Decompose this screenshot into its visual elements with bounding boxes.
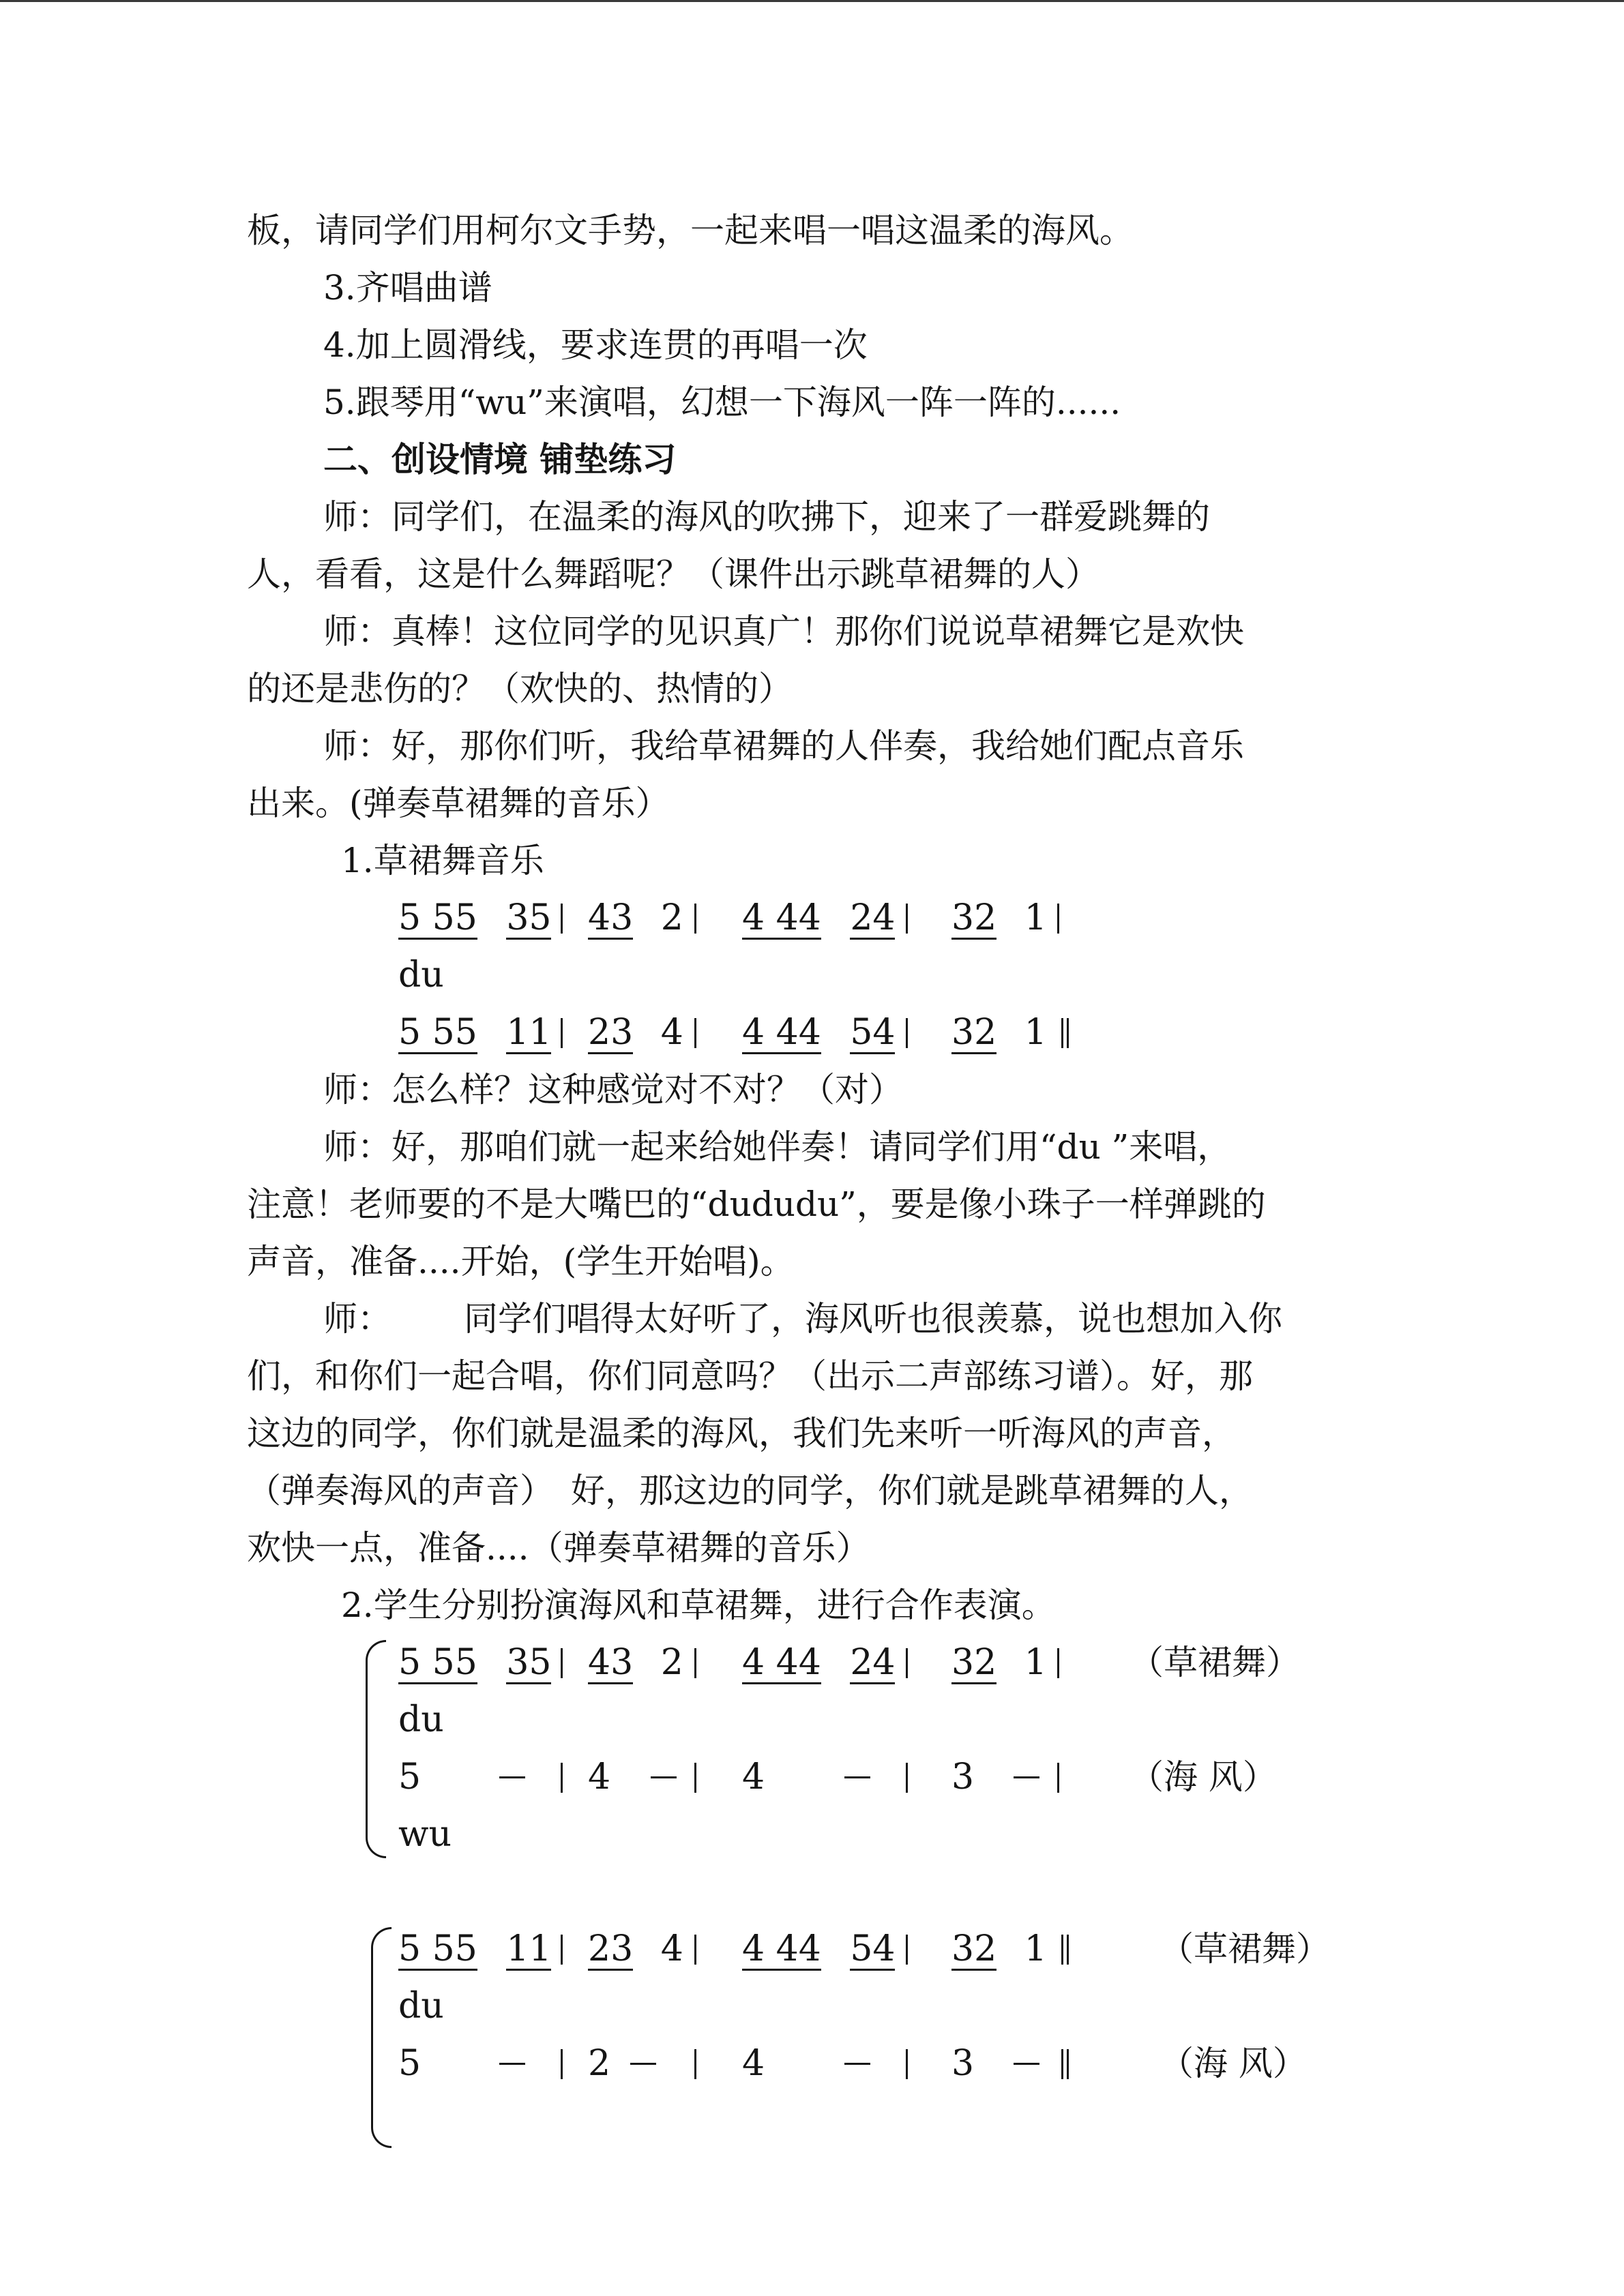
final-barline — [1061, 1018, 1069, 1048]
note-group: 43 — [588, 1642, 634, 1683]
barline — [561, 1648, 563, 1678]
score3-grass-m2 — [588, 1925, 683, 1973]
text-line-2: 3.齐唱曲谱 — [323, 268, 492, 308]
text-line-8: 师：真棒！这位同学的见识真广！那你们说说草裙舞它是欢快 — [323, 612, 1244, 651]
text-line-16: 声音，准备....开始，(学生开始唱)。 — [247, 1242, 795, 1281]
text-line-7: 人，看看，这是什么舞蹈呢？（课件出示跳草裙舞的人） — [247, 554, 1099, 594]
note: 1 — [1024, 1642, 1047, 1683]
text-line-6: 师：同学们，在温柔的海风的吹拂下，迎来了一群爱跳舞的 — [323, 497, 1210, 537]
note-group: 35 — [506, 1642, 552, 1683]
final-barline — [1061, 1935, 1069, 1965]
barline — [694, 1018, 696, 1048]
note-group: 32 — [951, 1642, 997, 1683]
note-group: 32 — [951, 1928, 997, 1969]
note-group: 54 — [850, 1012, 896, 1053]
barline — [561, 1935, 563, 1965]
score3-wind-n4: 3 — [951, 2043, 975, 2084]
score1-row2-m4 — [951, 1009, 1047, 1056]
note-group: 54 — [850, 1928, 896, 1969]
score3-grass-m3 — [742, 1925, 895, 1973]
part-label-wind: （海 风） — [1160, 2044, 1307, 2083]
text-line-15: 注意！老师要的不是大嘴巴的“dududu”，要是像小珠子一样弹跳的 — [247, 1184, 1266, 1224]
note-group: 35 — [506, 897, 552, 938]
part-label-grass: （草裙舞） — [1130, 1643, 1300, 1682]
note-group: 4 44 — [742, 1012, 821, 1053]
text-line-21: 欢快一点，准备....（弹奏草裙舞的音乐） — [247, 1528, 870, 1568]
score2-wind-n4: 3 — [951, 1757, 975, 1798]
text-line-13: 师：怎么样？这种感觉对不对？（对） — [323, 1070, 903, 1109]
system-brace — [371, 1927, 392, 2148]
hold-dash — [1014, 2063, 1039, 2065]
hold-dash — [844, 2063, 870, 2065]
barline — [561, 1763, 563, 1793]
hold-dash — [651, 1776, 677, 1778]
barline — [561, 2049, 563, 2079]
note-group: 32 — [951, 1012, 997, 1053]
final-barline — [1061, 2049, 1069, 2079]
score1-row2-m3 — [742, 1009, 895, 1056]
note-group: 4 44 — [742, 1928, 821, 1969]
score1-row2-m2 — [588, 1009, 683, 1056]
score1-syllable: du — [398, 955, 444, 996]
text-line-14: 师：好，那咱们就一起来给她伴奏！请同学们用“du ”来唱， — [323, 1127, 1232, 1167]
text-line-19: 这边的同学，你们就是温柔的海风，我们先来听一听海风的声音， — [247, 1414, 1236, 1453]
barline — [561, 904, 563, 934]
note: 2 — [660, 1642, 683, 1683]
note-group: 23 — [588, 1928, 634, 1969]
subheading-1: 1.草裙舞音乐 — [341, 841, 544, 880]
note-group: 32 — [951, 897, 997, 938]
score1-row1 — [398, 894, 551, 942]
text-line-1: 板，请同学们用柯尔文手势，一起来唱一唱这温柔的海风。 — [247, 211, 1134, 250]
note-group: 24 — [850, 897, 896, 938]
barline — [1057, 1763, 1059, 1793]
score2-wind-n2: 4 — [588, 1757, 611, 1798]
score1-row1-m2 — [588, 894, 683, 942]
score3-syllable-du: du — [398, 1986, 444, 2027]
note: 4 — [660, 1012, 683, 1053]
note-group: 11 — [506, 1928, 552, 1969]
score3-grass-m4 — [951, 1925, 1047, 1973]
section-heading: 二、创设情境 铺垫练习 — [323, 439, 677, 479]
text-line-18: 们，和你们一起合唱，你们同意吗？（出示二声部练习谱）。好，那 — [247, 1356, 1253, 1396]
text-line-10: 师：好，那你们听，我给草裙舞的人伴奏，我给她们配点音乐 — [323, 726, 1244, 766]
score2-grass-m4 — [951, 1639, 1047, 1686]
score2-grass-m2 — [588, 1639, 683, 1686]
barline — [906, 1935, 908, 1965]
note: 1 — [1024, 897, 1047, 938]
note: 1 — [1024, 1928, 1047, 1969]
barline — [906, 904, 908, 934]
text-line-17a: 师： — [323, 1299, 392, 1339]
note-group: 5 55 — [398, 1928, 477, 1969]
hold-dash — [844, 1776, 870, 1778]
note-group: 23 — [588, 1012, 634, 1053]
page-top-border — [0, 0, 1624, 2]
score2-wind-n1: 5 — [398, 1757, 422, 1798]
score2-syllable-wu: wu — [398, 1814, 452, 1855]
barline — [906, 1763, 908, 1793]
barline — [561, 1018, 563, 1048]
barline — [1057, 904, 1059, 934]
subheading-2: 2.学生分别扮演海风和草裙舞，进行合作表演。 — [341, 1585, 1056, 1625]
score1-row1-m3 — [742, 894, 895, 942]
text-line-9: 的还是悲伤的？（欢快的、热情的） — [247, 669, 793, 709]
barline — [906, 1648, 908, 1678]
score2-grass-row — [398, 1639, 551, 1686]
note-group: 5 55 — [398, 1642, 477, 1683]
note-group: 11 — [506, 1012, 552, 1053]
score3-wind-n1: 5 — [398, 2043, 422, 2084]
text-line-20: （弹奏海风的声音） 好，那这边的同学，你们就是跳草裙舞的人， — [247, 1471, 1253, 1510]
part-label-grass: （草裙舞） — [1160, 1929, 1330, 1969]
barline — [694, 2049, 696, 2079]
note: 4 — [660, 1928, 683, 1969]
barline — [906, 2049, 908, 2079]
hold-dash — [1014, 1776, 1039, 1778]
text-line-4: 5.跟琴用“wu”来演唱，幻想一下海风一阵一阵的...... — [323, 383, 1121, 422]
score3-grass-row — [398, 1925, 551, 1973]
text-line-17b: 同学们唱得太好听了，海风听也很羡慕，说也想加入你 — [464, 1299, 1282, 1339]
score1-row2 — [398, 1009, 551, 1056]
score2-wind-n3: 4 — [742, 1757, 765, 1798]
barline — [1057, 1648, 1059, 1678]
barline — [906, 1018, 908, 1048]
note: 1 — [1024, 1012, 1047, 1053]
score3-wind-n2: 2 — [588, 2043, 611, 2084]
score2-grass-m3 — [742, 1639, 895, 1686]
score3-wind-n3: 4 — [742, 2043, 765, 2084]
score2-syllable-du: du — [398, 1699, 444, 1740]
note-group: 43 — [588, 897, 634, 938]
text-line-3: 4.加上圆滑线，要求连贯的再唱一次 — [323, 325, 868, 365]
part-label-wind: （海 风） — [1130, 1757, 1277, 1797]
note-group: 4 44 — [742, 1642, 821, 1683]
note-group: 5 55 — [398, 1012, 477, 1053]
note-group: 4 44 — [742, 897, 821, 938]
text-line-11: 出来。(弹奏草裙舞的音乐） — [247, 784, 670, 823]
barline — [694, 904, 696, 934]
note: 2 — [660, 897, 683, 938]
barline — [694, 1935, 696, 1965]
barline — [694, 1763, 696, 1793]
score1-row1-m4 — [951, 894, 1047, 942]
barline — [694, 1648, 696, 1678]
hold-dash — [499, 2063, 525, 2065]
hold-dash — [630, 2063, 656, 2065]
system-brace — [366, 1640, 386, 1858]
hold-dash — [499, 1776, 525, 1778]
note-group: 24 — [850, 1642, 896, 1683]
note-group: 5 55 — [398, 897, 477, 938]
